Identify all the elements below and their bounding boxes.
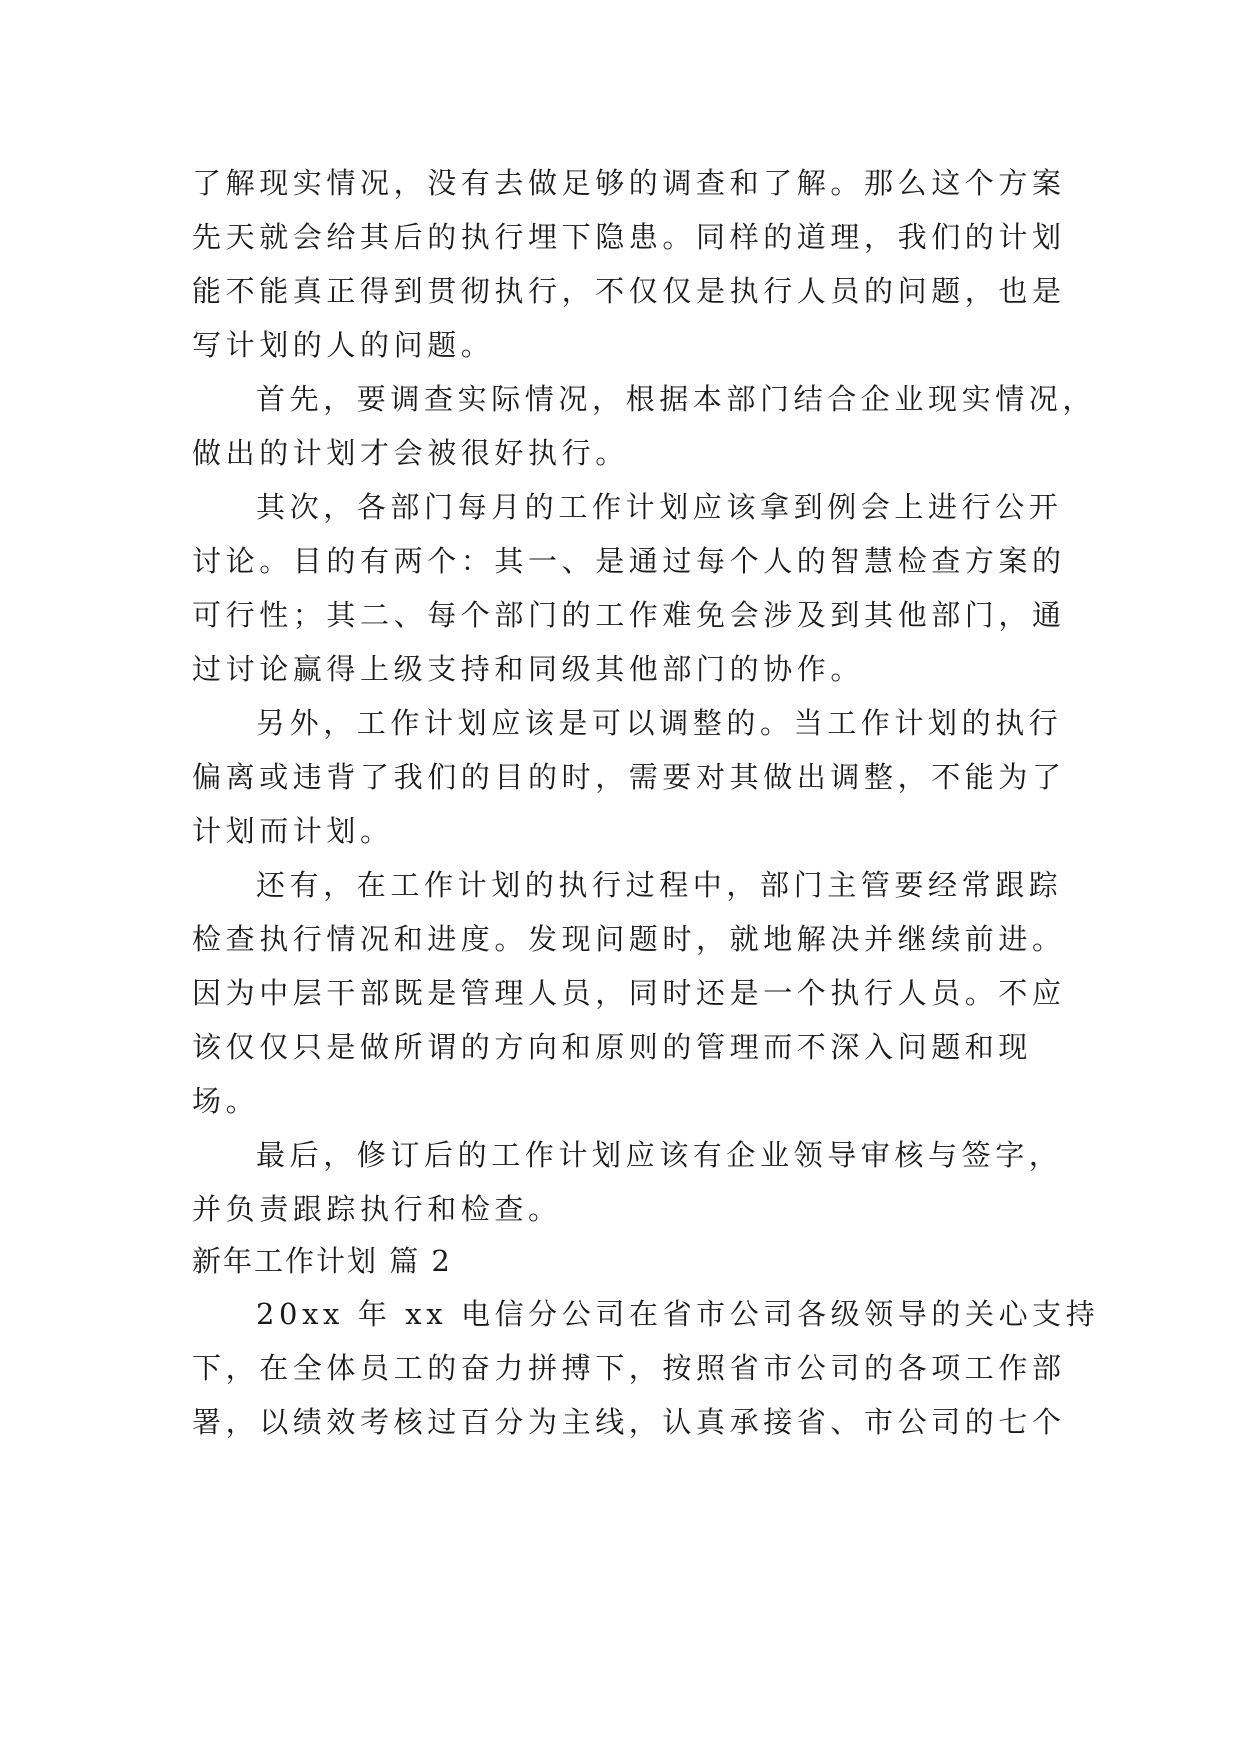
text-line: 能不能真正得到贯彻执行，不仅仅是执行人员的问题，也是 [192, 274, 1066, 308]
text-line: 其次，各部门每月的工作计划应该拿到例会上进行公开 [256, 490, 1063, 524]
text-line: 检查执行情况和进度。发现问题时，就地解决并继续前进。 [192, 922, 1066, 956]
text-line: 做出的计划才会被很好执行。 [192, 436, 629, 470]
text-line: 写计划的人的问题。 [192, 328, 495, 362]
text-line: 最后，修订后的工作计划应该有企业领导审核与签字， [256, 1138, 1063, 1172]
text-line: 过讨论赢得上级支持和同级其他部门的协作。 [192, 652, 865, 686]
text-line: 首先，要调查实际情况，根据本部门结合企业现实情况， [256, 382, 1097, 416]
text-line: 20xx 年 xx 电信分公司在省市公司各级领导的关心支持 [256, 1297, 1100, 1331]
text-line: 因为中层干部既是管理人员，同时还是一个执行人员。不应 [192, 976, 1066, 1010]
text-line: 先天就会给其后的执行埋下隐患。同样的道理，我们的计划 [192, 220, 1066, 254]
text-line: 还有，在工作计划的执行过程中，部门主管要经常跟踪 [256, 868, 1063, 902]
text-line: 计划而计划。 [192, 814, 394, 848]
text-line: 署，以绩效考核过百分为主线，认真承接省、市公司的七个 [192, 1405, 1066, 1439]
text-line: 偏离或违背了我们的目的时，需要对其做出调整，不能为了 [192, 760, 1066, 794]
section-heading: 新年工作计划 篇 2 [192, 1244, 452, 1278]
text-line: 讨论。目的有两个：其一、是通过每个人的智慧检查方案的 [192, 544, 1066, 578]
text-line: 该仅仅只是做所谓的方向和原则的管理而不深入问题和现 [192, 1030, 1033, 1064]
text-line: 另外，工作计划应该是可以调整的。当工作计划的执行 [256, 706, 1063, 740]
text-line: 下，在全体员工的奋力拼搏下，按照省市公司的各项工作部 [192, 1351, 1066, 1385]
text-line: 了解现实情况，没有去做足够的调查和了解。那么这个方案 [192, 166, 1066, 200]
text-line: 并负责跟踪执行和检查。 [192, 1192, 562, 1226]
text-line: 可行性；其二、每个部门的工作难免会涉及到其他部门，通 [192, 598, 1066, 632]
text-line: 场。 [192, 1084, 260, 1118]
